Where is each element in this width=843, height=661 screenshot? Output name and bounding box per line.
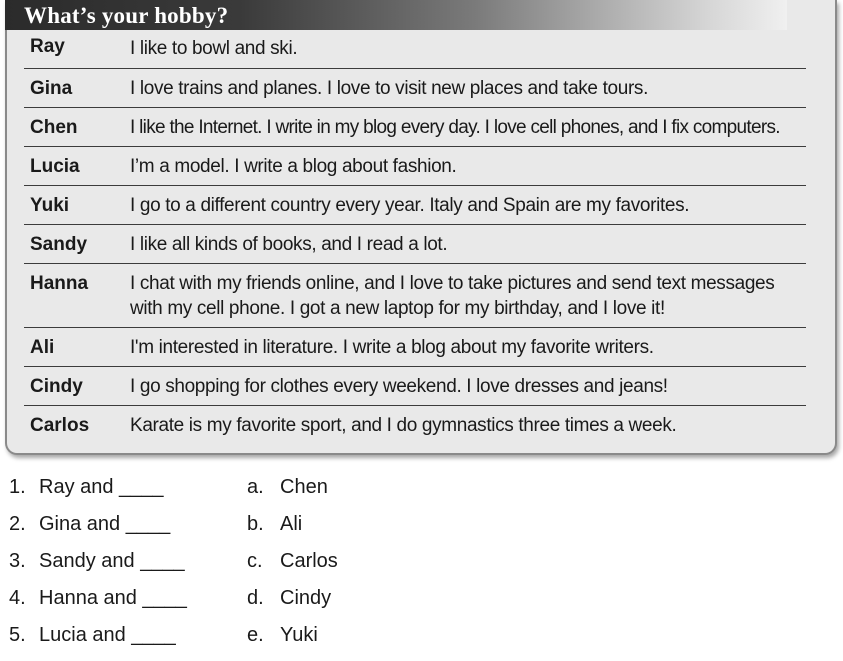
- table-row: [24, 367, 806, 406]
- person-name: Ali: [30, 337, 55, 358]
- option-letter: b.: [247, 513, 264, 535]
- table-row: [24, 30, 806, 69]
- option-text: Yuki: [280, 624, 318, 646]
- hobby-text: Karate is my favorite sport, and I do gymnastics three times a week.: [130, 415, 677, 436]
- person-name: Lucia: [30, 156, 80, 177]
- option-text: Cindy: [280, 587, 332, 609]
- person-name: Yuki: [30, 195, 70, 216]
- table-row: [24, 264, 806, 328]
- prompt-text: Sandy and ____: [39, 550, 185, 572]
- option-letter: a.: [247, 476, 264, 498]
- list-item: [0, 620, 420, 657]
- exercise-option: [247, 624, 318, 647]
- matching-exercise: [0, 472, 420, 657]
- hobby-text: [130, 271, 806, 321]
- option-letter: c.: [247, 550, 263, 572]
- title-bar: [5, 0, 787, 30]
- exercise-option: [247, 587, 331, 610]
- item-number: 4.: [9, 587, 26, 609]
- hobby-text: I love trains and planes. I love to visit new places and take tours.: [130, 78, 648, 99]
- hobby-text: I like all kinds of books, and I read a lot.: [130, 234, 448, 255]
- hobby-text: I'm interested in literature. I write a blog about my favorite writers.: [130, 337, 654, 358]
- hobby-text-line: with my cell phone. I got a new laptop for my birthday, and I love it!: [130, 298, 665, 319]
- option-text: Carlos: [280, 550, 338, 572]
- hobby-text: I go shopping for clothes every weekend. I love dresses and jeans!: [130, 376, 668, 397]
- exercise-option: [247, 476, 328, 499]
- hobby-text-line: I chat with my friends online, and I love to take pictures and send text messages: [130, 273, 775, 294]
- hobby-text: I like to bowl and ski.: [130, 38, 298, 59]
- option-text: Ali: [280, 513, 303, 535]
- option-letter: d.: [247, 587, 264, 609]
- list-item: [0, 509, 420, 546]
- item-number: 1.: [9, 476, 26, 498]
- table-row: [24, 69, 806, 108]
- person-name: Chen: [30, 117, 78, 138]
- exercise-prompt: [9, 513, 170, 536]
- exercise-prompt: [9, 587, 187, 610]
- item-number: 2.: [9, 513, 26, 535]
- list-item: [0, 546, 420, 583]
- item-number: 3.: [9, 550, 26, 572]
- option-letter: e.: [247, 624, 264, 646]
- item-number: 5.: [9, 624, 26, 646]
- person-name: Gina: [30, 78, 73, 99]
- prompt-text: Ray and ____: [39, 476, 164, 498]
- person-name: Hanna: [30, 273, 89, 294]
- table-row: [24, 328, 806, 367]
- hobby-text: I go to a different country every year. Italy and Spain are my favorites.: [130, 195, 690, 216]
- table-row: [24, 147, 806, 186]
- person-name: Cindy: [30, 376, 83, 397]
- person-name: Carlos: [30, 415, 90, 436]
- prompt-text: Gina and ____: [39, 513, 171, 535]
- hobby-text: I like the Internet. I write in my blog every day. I love cell phones, and I fix computers.: [130, 117, 780, 138]
- exercise-option: [247, 513, 302, 536]
- exercise-prompt: [9, 624, 176, 647]
- table-row: [24, 186, 806, 225]
- table-row: [24, 406, 806, 445]
- hobby-list: [24, 30, 806, 445]
- table-row: [24, 108, 806, 147]
- hobby-text: I’m a model. I write a blog about fashion.: [130, 156, 457, 177]
- page-title: What’s your hobby?: [24, 3, 229, 28]
- exercise-option: [247, 550, 338, 573]
- exercise-prompt: [9, 550, 185, 573]
- person-name: Ray: [30, 36, 65, 57]
- table-row: [24, 225, 806, 264]
- exercise-prompt: [9, 476, 164, 499]
- person-name: Sandy: [30, 234, 88, 255]
- prompt-text: Hanna and ____: [39, 587, 187, 609]
- list-item: [0, 472, 420, 509]
- prompt-text: Lucia and ____: [39, 624, 176, 646]
- list-item: [0, 583, 420, 620]
- option-text: Chen: [280, 476, 328, 498]
